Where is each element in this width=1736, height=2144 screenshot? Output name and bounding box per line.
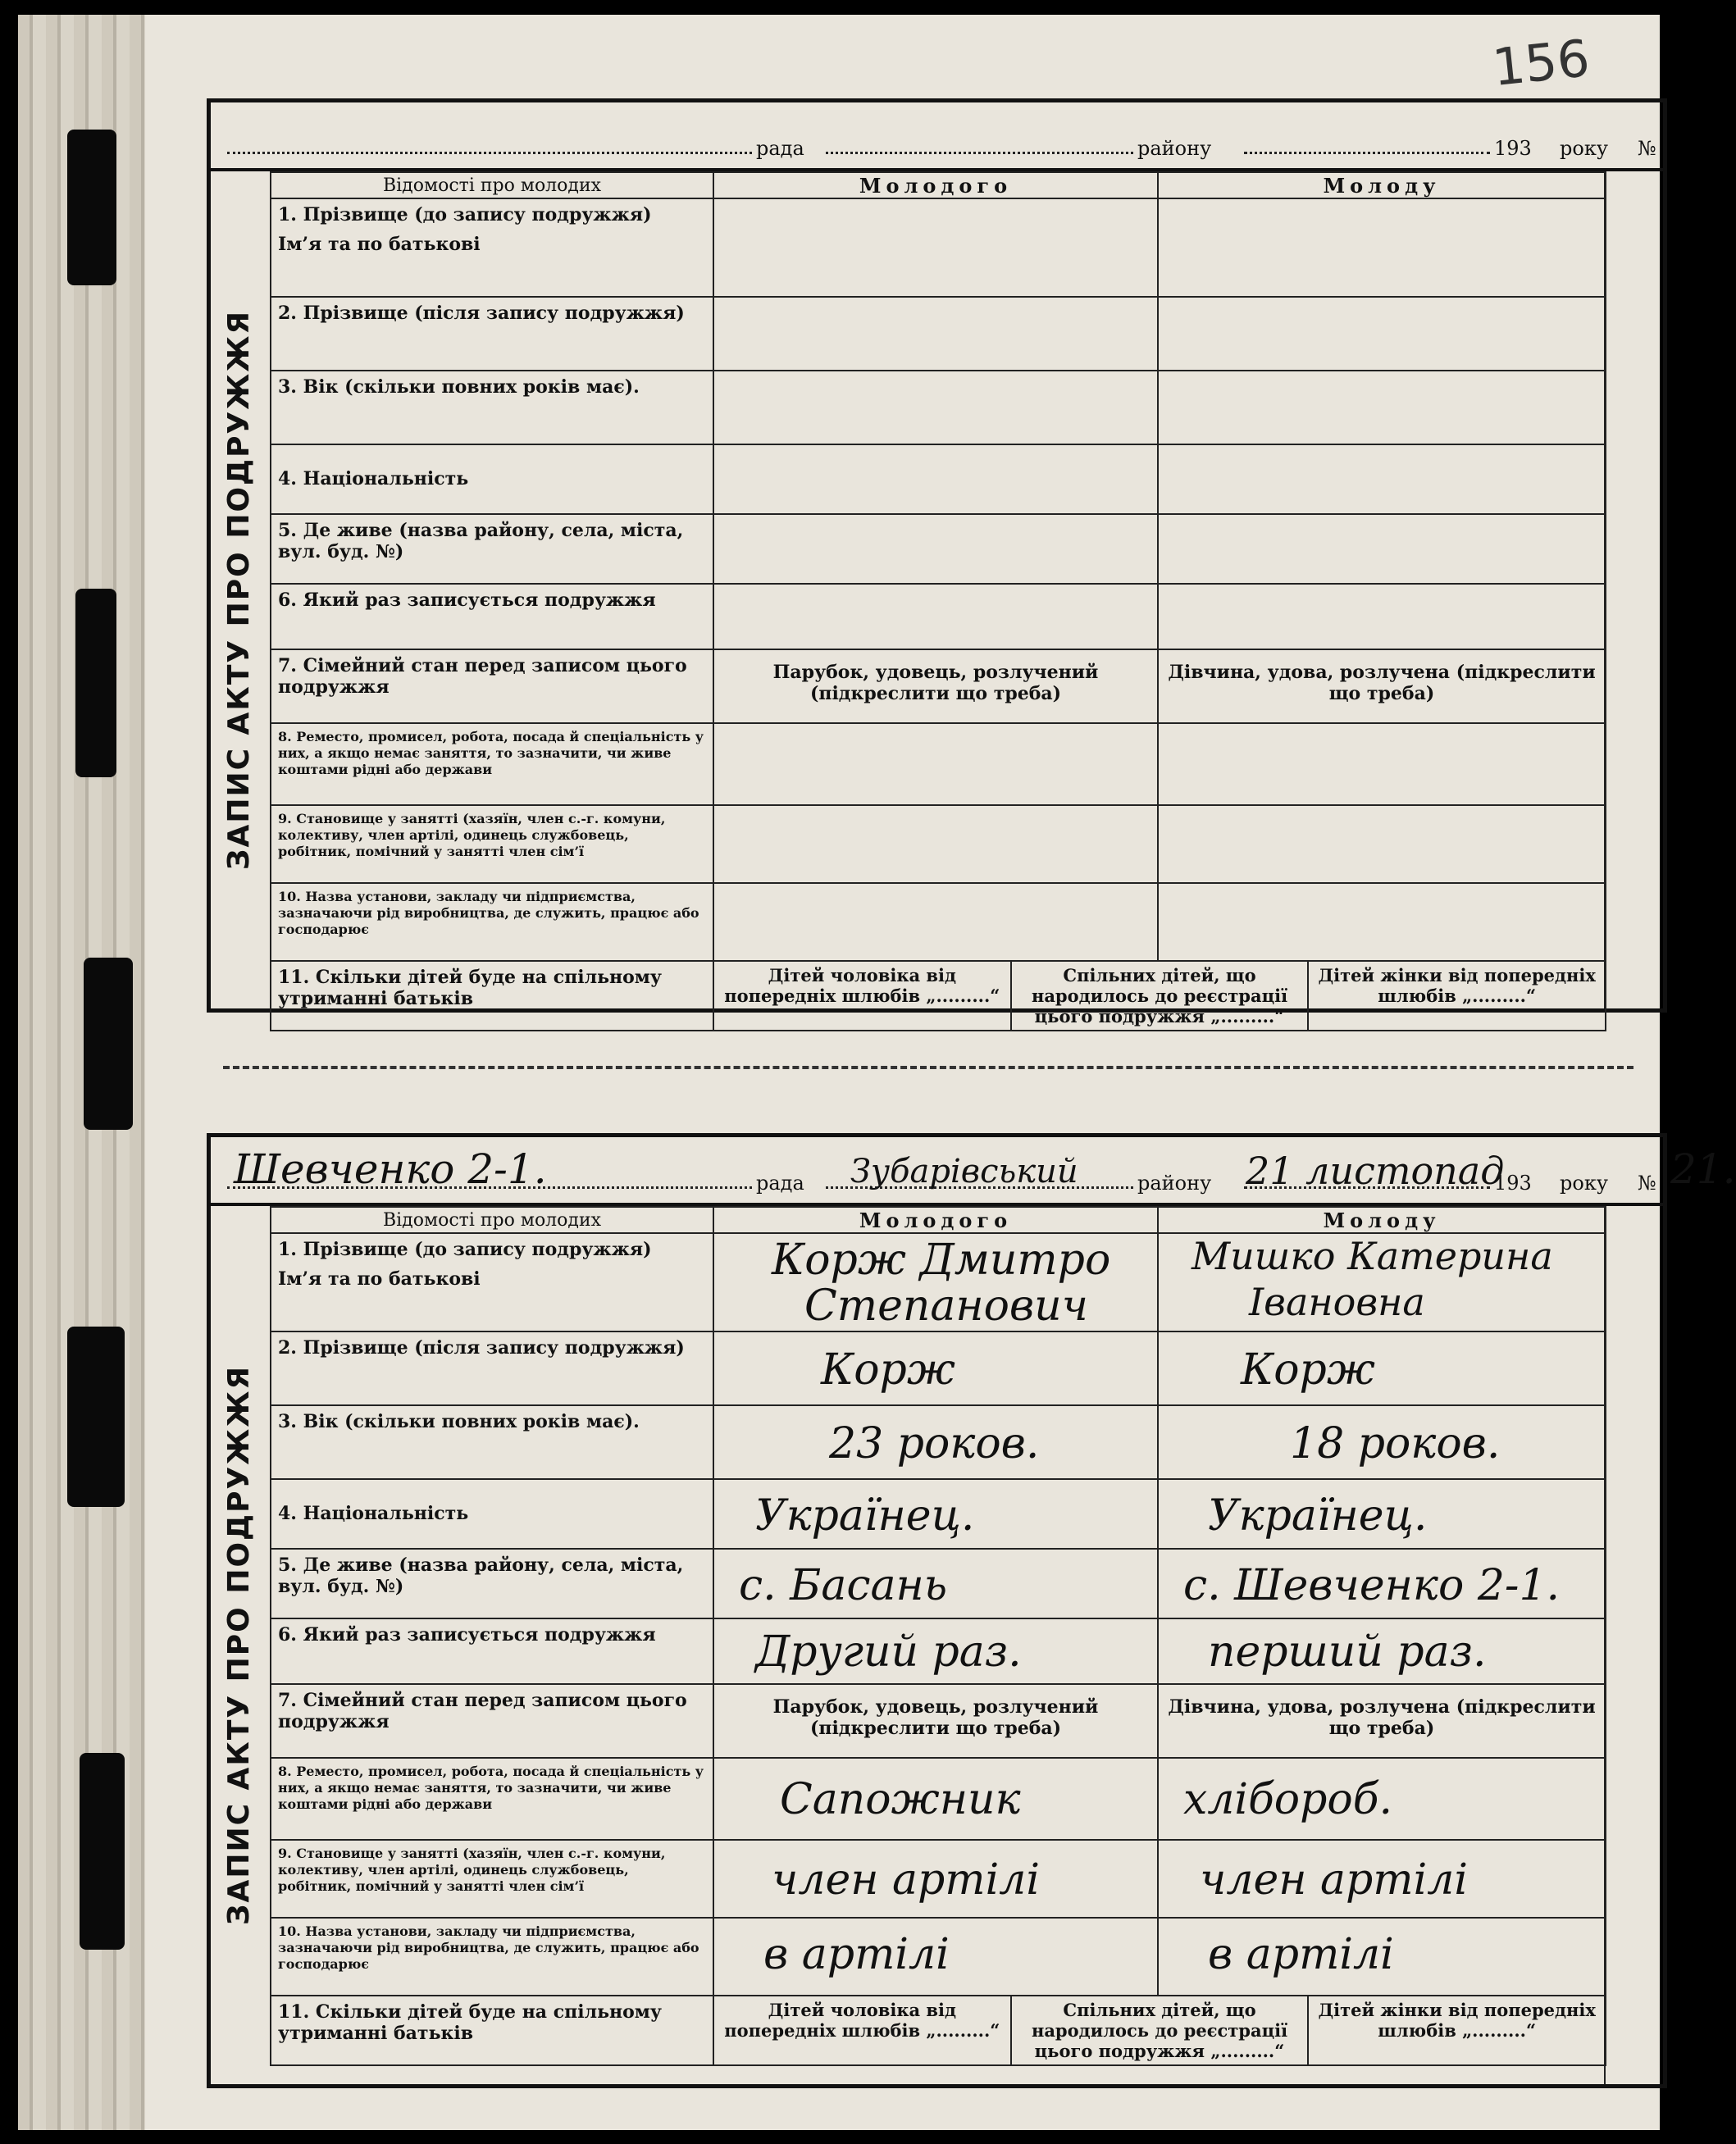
bride-cell[interactable] (1158, 1331, 1606, 1405)
cut-line (223, 1066, 1633, 1069)
bride-cell[interactable] (1158, 1684, 1606, 1758)
groom-cell[interactable] (713, 198, 1158, 297)
vertical-title: ЗАПИС АКТУ ПРО ПОДРУЖЖЯ (222, 1364, 257, 1925)
bride-children[interactable]: Дітей жінки від попередніх шлюбів „.........“ (1307, 962, 1605, 1030)
question-1: 1. Прізвище (до запису подружжя) Ім’я та по батькові (271, 198, 713, 297)
bride-nationality: Українец. (1208, 1491, 1428, 1541)
groom-cell[interactable] (713, 1758, 1158, 1840)
archive-page-number: 156 (1489, 28, 1592, 98)
question-4: 4. Національність (271, 444, 713, 514)
question-3: 3. Вік (скільки повних років має). (271, 1405, 713, 1479)
spine-tear (67, 130, 116, 285)
column-header-groom: Молодого (713, 1207, 1158, 1233)
bride-occupation: хлібороб. (1183, 1775, 1392, 1824)
bride-status-options: Дівчина, удова, розлучена (підкреслити що треба) (1168, 662, 1596, 704)
bride-cell[interactable] (1158, 1618, 1606, 1684)
bride-cell[interactable] (1158, 198, 1606, 297)
year-word: року (1560, 1172, 1608, 1195)
children-cell (713, 961, 1606, 1031)
bride-cell[interactable] (1158, 371, 1606, 444)
raion-value: Зубарівський (850, 1153, 1078, 1190)
bride-cell[interactable] (1158, 723, 1606, 805)
groom-cell[interactable] (713, 371, 1158, 444)
groom-cell[interactable] (713, 1618, 1158, 1684)
bride-age: 18 роков. (1290, 1419, 1501, 1468)
marriage-record-form-filled (207, 1133, 1736, 2088)
groom-cell[interactable] (713, 1405, 1158, 1479)
rada-value: Шевченко 2-1. (234, 1145, 547, 1193)
groom-times: Другий раз. (755, 1627, 1022, 1677)
binding-spine (18, 15, 145, 2130)
groom-workplace: в артілі (763, 1930, 950, 1979)
date-value: 21 листопад (1246, 1149, 1505, 1193)
bride-cell[interactable] (1158, 514, 1606, 584)
question-8: 8. Реместо, промисел, робота, посада й спеціальність у них, а якщо немає заняття, то зазначити, чи живе коштами рідні або держави (271, 1758, 713, 1840)
question-9: 9. Становище у занятті (хазяїн, член с.-г. комуни, колективу, член артілі, одинець службовець, робітник, помічний у занятті член сім’ї (271, 805, 713, 883)
column-header-info: Відомості про молодих (271, 172, 713, 198)
groom-children[interactable]: Дітей чоловіка від попередніх шлюбів „.........“ (724, 2000, 1000, 2041)
groom-age: 23 роков. (829, 1419, 1040, 1468)
record-number: 21. (1670, 1145, 1736, 1193)
groom-cell[interactable] (713, 1684, 1158, 1758)
year-label: 193 (1494, 137, 1532, 160)
form-table (270, 171, 1606, 1031)
bride-status-options: Дівчина, удова, розлучена (підкреслити що треба) (1168, 1696, 1596, 1739)
question-3: 3. Вік (скільки повних років має). (271, 371, 713, 444)
rada-label: рада (756, 137, 804, 160)
groom-occupation: Сапожник (780, 1775, 1021, 1824)
question-9: 9. Становище у занятті (хазяїн, член с.-г. комуни, колективу, член артілі, одинець службовець, робітник, помічний у занятті член сім’ї (271, 1840, 713, 1918)
raion-label: району (1137, 137, 1212, 160)
column-header-bride: Молоду (1158, 172, 1606, 198)
form-header (211, 1137, 1736, 1206)
groom-cell[interactable] (713, 805, 1158, 883)
rada-label: рада (756, 1172, 804, 1195)
bride-times: перший раз. (1208, 1627, 1487, 1677)
bride-cell[interactable] (1158, 649, 1606, 723)
groom-patronymic: Степанович (804, 1281, 1089, 1331)
question-10: 10. Назва установи, закладу чи підприємства, зазначаючи рід виробництва, де служить, працює або господарює (271, 883, 713, 961)
bride-children[interactable]: Дітей жінки від попередніх шлюбів „.........“ (1307, 1996, 1605, 2064)
groom-cell[interactable] (713, 1331, 1158, 1405)
bride-cell[interactable] (1158, 1405, 1606, 1479)
bride-name: Мишко Катерина (1192, 1234, 1553, 1278)
question-2: 2. Прізвище (після запису подружжя) (271, 1331, 713, 1405)
bride-cell[interactable] (1158, 1918, 1606, 1996)
groom-surname-after: Корж (821, 1345, 955, 1395)
year-label: 193 (1494, 1172, 1532, 1195)
spine-tear (84, 958, 133, 1130)
right-margin-rail (1604, 1206, 1663, 2084)
question-8: 8. Реместо, промисел, робота, посада й спеціальність у них, а якщо немає заняття, то зазначити, чи живе коштами рідні або держави (271, 723, 713, 805)
groom-cell[interactable] (713, 584, 1158, 649)
groom-children[interactable]: Дітей чоловіка від попередніх шлюбів „.........“ (724, 965, 1000, 1006)
groom-cell[interactable] (713, 649, 1158, 723)
rada-line (227, 152, 752, 154)
question-10: 10. Назва установи, закладу чи підприємства, зазначаючи рід виробництва, де служить, працює або господарює (271, 1918, 713, 1996)
groom-cell[interactable] (713, 1479, 1158, 1549)
groom-cell[interactable] (713, 1549, 1158, 1618)
question-11: 11. Скільки дітей буде на спільному утриманні батьків (271, 1996, 713, 2065)
groom-cell[interactable] (713, 514, 1158, 584)
spine-tear (75, 589, 116, 777)
bride-cell[interactable] (1158, 1840, 1606, 1918)
groom-cell[interactable] (713, 723, 1158, 805)
bride-cell[interactable] (1158, 1549, 1606, 1618)
common-children[interactable]: Спільних дітей, що народилось до реєстрації цього подружжя „.........“ (1010, 962, 1308, 1030)
children-cell (713, 1996, 1606, 2065)
groom-cell[interactable] (713, 444, 1158, 514)
column-header-info: Відомості про молодих (271, 1207, 713, 1233)
question-1: 1. Прізвище (до запису подружжя) Ім’я та по батькові (271, 1233, 713, 1331)
bride-residence: с. Шевченко 2-1. (1183, 1561, 1561, 1610)
bride-cell[interactable] (1158, 297, 1606, 371)
bride-cell[interactable] (1158, 444, 1606, 514)
bride-cell[interactable] (1158, 805, 1606, 883)
marriage-record-form-blank (207, 98, 1667, 1026)
groom-cell[interactable] (713, 883, 1158, 961)
groom-nationality: Українец. (755, 1491, 975, 1541)
groom-residence: с. Басань (739, 1561, 948, 1610)
groom-name: Корж Дмитро (772, 1236, 1111, 1285)
form-table (270, 1206, 1606, 2066)
number-label: № (1638, 1172, 1656, 1195)
common-children[interactable]: Спільних дітей, що народилось до реєстрації цього подружжя „.........“ (1010, 1996, 1308, 2064)
bride-cell[interactable] (1158, 1479, 1606, 1549)
question-6: 6. Який раз записується подружжя (271, 1618, 713, 1684)
question-5: 5. Де живе (назва району, села, міста, вул. буд. №) (271, 514, 713, 584)
question-2: 2. Прізвище (після запису подружжя) (271, 297, 713, 371)
bride-cell[interactable] (1158, 584, 1606, 649)
year-word: року (1560, 137, 1608, 160)
groom-name-cell[interactable] (713, 1233, 1158, 1331)
bride-surname-after: Корж (1241, 1345, 1375, 1395)
bride-name-cell[interactable] (1158, 1233, 1606, 1331)
question-5: 5. Де живе (назва району, села, міста, вул. буд. №) (271, 1549, 713, 1618)
groom-status-options: Парубок, удовець, розлучений (підкреслити що треба) (772, 662, 1099, 704)
date-line (1244, 152, 1490, 154)
question-11: 11. Скільки дітей буде на спільному утриманні батьків (271, 961, 713, 1031)
question-7: 7. Сімейний стан перед записом цього подружжя (271, 649, 713, 723)
raion-label: району (1137, 1172, 1212, 1195)
groom-cell[interactable] (713, 297, 1158, 371)
groom-cell[interactable] (713, 1840, 1158, 1918)
form-header (211, 102, 1663, 171)
question-7: 7. Сімейний стан перед записом цього подружжя (271, 1684, 713, 1758)
raion-line (826, 152, 1133, 154)
groom-cell[interactable] (713, 1918, 1158, 1996)
bride-cell[interactable] (1158, 1758, 1606, 1840)
bride-status: член артілі (1200, 1855, 1468, 1905)
column-header-groom: Молодого (713, 172, 1158, 198)
groom-status: член артілі (772, 1855, 1040, 1905)
bride-cell[interactable] (1158, 883, 1606, 961)
bride-patronymic: Івановна (1249, 1280, 1425, 1324)
question-4: 4. Національність (271, 1479, 713, 1549)
question-6: 6. Який раз записується подружжя (271, 584, 713, 649)
groom-status-options: Парубок, удовець, розлучений (підкреслити що треба) (772, 1696, 1099, 1739)
number-label: № (1638, 137, 1656, 160)
spine-tear (80, 1753, 125, 1950)
vertical-title: ЗАПИС АКТУ ПРО ПОДРУЖЖЯ (222, 309, 257, 870)
spine-tear (67, 1327, 125, 1507)
right-margin-rail (1604, 171, 1663, 1008)
column-header-bride: Молоду (1158, 1207, 1606, 1233)
bride-workplace: в артілі (1208, 1930, 1394, 1979)
